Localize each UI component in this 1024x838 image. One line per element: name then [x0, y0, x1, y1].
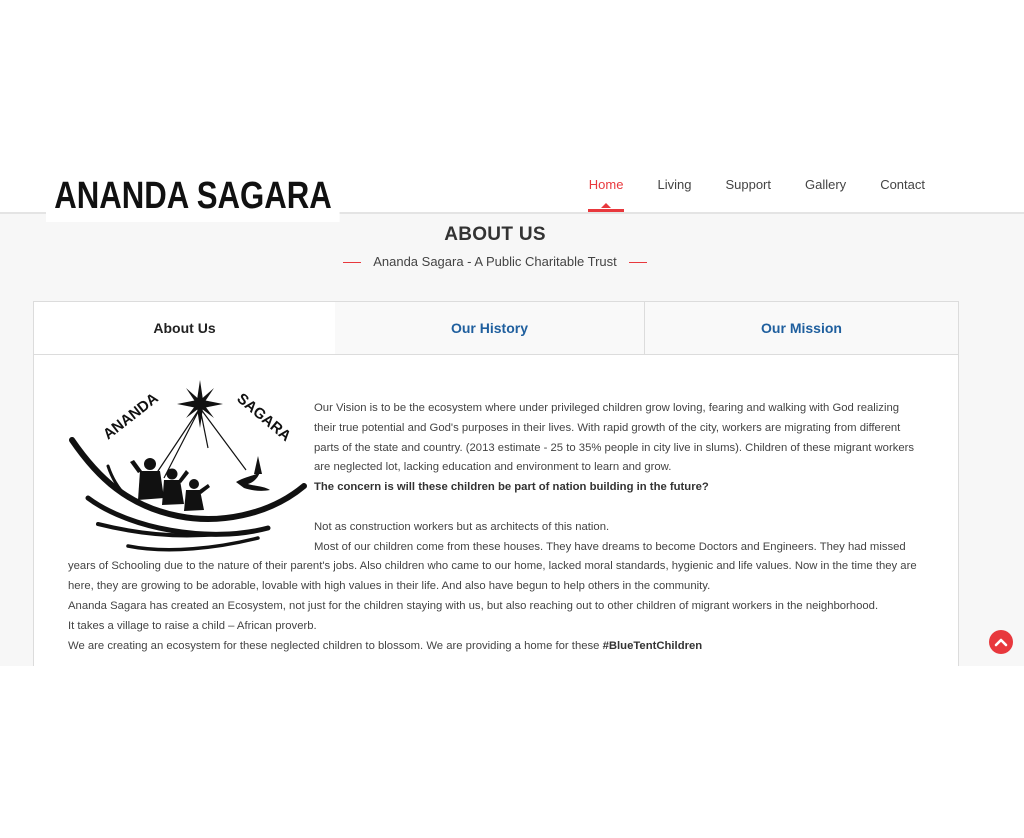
architects-paragraph: Not as construction workers but as architects of this nation.	[314, 520, 610, 533]
tab-our-mission[interactable]: Our Mission	[644, 302, 958, 354]
emblem-word-right: SAGARA	[233, 390, 295, 445]
tab-our-history[interactable]: Our History	[335, 302, 644, 354]
about-us-content	[68, 399, 924, 656]
subtitle-dash-left	[343, 262, 361, 263]
site-header	[0, 160, 1024, 217]
nav-item-gallery[interactable]: Gallery	[805, 177, 847, 192]
nav-item-contact[interactable]: Contact	[880, 177, 925, 192]
nav-item-home[interactable]: Home	[572, 177, 641, 193]
proverb-line: It takes a village to raise a child – African proverb.	[68, 619, 317, 632]
ecosystem-paragraph: Ananda Sagara has created an Ecosystem, not just for the children staying with us, but also reaching out to other children of migrant workers in the neighborhood.	[68, 599, 879, 612]
back-to-top-button[interactable]	[989, 630, 1013, 654]
page-bottom-area	[0, 666, 1024, 838]
section-subtitle-row	[0, 254, 990, 269]
nav-item-living[interactable]: Living	[657, 177, 692, 192]
site-logo[interactable]: ANANDA SAGARA	[46, 172, 340, 222]
vision-paragraph: Our Vision is to be the ecosystem where under privileged children grow loving, fearing and walking with God realizing their true potential and God's purposes in their lives. With rapid growth of the city, workers are migrating from different parts of the state and country. (2013 estimate - 25 to 35% people in city live in slums). Children of these migrant workers are neglected lot, lacking education and environment to learn and grow.	[314, 402, 915, 474]
chevron-up-icon	[994, 637, 1008, 647]
about-tabs-panel	[33, 301, 959, 682]
nav-item-support[interactable]: Support	[725, 177, 771, 192]
tab-about-us[interactable]: About Us	[34, 302, 335, 354]
closing-paragraph	[68, 637, 924, 657]
section-subtitle: Ananda Sagara - A Public Charitable Trust	[373, 254, 617, 269]
main-nav	[572, 177, 942, 193]
children-dreams-paragraph: Most of our children come from these houses. They have dreams to become Doctors and Engineers. They had missed years of Schooling due to the nature of their parent's jobs. Also children who came to our home, lacked moral standards, hygienic and life values. Now in the time they are here, they are growing to be adorable, lovable with high values in their life. And also have begun to help others in the community.	[68, 540, 917, 593]
hashtag-text[interactable]: #BlueTentChildren	[602, 639, 703, 652]
section-title: ABOUT US	[444, 224, 546, 245]
subtitle-dash-right	[629, 262, 647, 263]
closing-text: We are creating an ecosystem for these neglected children to blossom. We are providing a home for these	[68, 639, 603, 652]
tab-bar	[34, 302, 958, 355]
concern-statement: The concern is will these children be part of nation building in the future?	[314, 481, 709, 494]
emblem-word-left: ANANDA	[99, 389, 162, 444]
